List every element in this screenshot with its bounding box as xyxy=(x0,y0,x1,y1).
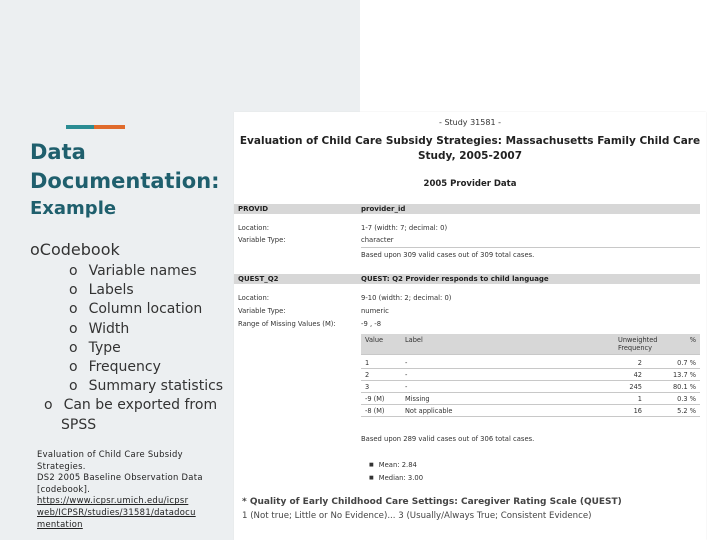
title-line-2: Documentation: xyxy=(30,169,220,193)
cell-frequency: 42 xyxy=(633,371,642,379)
sub-bullet-item xyxy=(69,262,197,281)
cell-value: -8 (M) xyxy=(365,407,385,415)
bullet-marker: o xyxy=(69,301,78,317)
divider xyxy=(361,247,700,248)
bullet-marker: o xyxy=(44,397,53,413)
codebook-title xyxy=(234,134,706,164)
cell-label: - xyxy=(405,359,408,367)
header-percent: % xyxy=(689,336,696,344)
location-label: Location: xyxy=(238,294,270,302)
cell-label: - xyxy=(405,383,408,391)
sub-bullet-item xyxy=(69,320,129,339)
header-value: Value xyxy=(365,336,384,344)
variable-header-provid xyxy=(234,204,700,214)
cell-value: 3 xyxy=(365,383,370,391)
bullet-text: Column location xyxy=(88,301,203,317)
variable-label: QUEST: Q2 Provider responds to child language xyxy=(361,275,549,283)
bullet-codebook-text: Codebook xyxy=(39,240,120,259)
bullet-marker: o xyxy=(69,321,78,337)
sub-bullet-item xyxy=(69,281,134,300)
cell-percent: 0.3 % xyxy=(677,395,696,403)
bullet-marker: o xyxy=(69,359,78,375)
header-frequency: Unweighted xyxy=(618,336,658,344)
accent-bar-orange xyxy=(94,125,125,129)
sub-bullet-item xyxy=(69,300,202,319)
citation-line: DS2 2005 Baseline Observation Data xyxy=(37,472,203,483)
cell-value: 2 xyxy=(365,371,370,379)
codebook-subtitle: 2005 Provider Data xyxy=(423,179,517,189)
variable-label: provider_id xyxy=(361,205,406,213)
citation-line: Evaluation of Child Care Subsidy xyxy=(37,449,183,459)
type-label: Variable Type: xyxy=(238,236,286,244)
cell-value: -9 (M) xyxy=(365,395,385,403)
cell-value: 1 xyxy=(365,359,370,367)
codebook-title-line: Study, 2005-2007 xyxy=(417,150,523,162)
codebook-image xyxy=(234,112,706,540)
missing-label: Range of Missing Values (M): xyxy=(238,320,336,328)
table-header xyxy=(361,334,700,355)
slide-title xyxy=(30,138,220,196)
cell-percent: 0.7 % xyxy=(677,359,696,367)
bullet-codebook xyxy=(30,240,120,259)
header-frequency-line2: Frequency xyxy=(618,344,653,352)
cell-frequency: 16 xyxy=(633,407,642,415)
bullet-text: Summary statistics xyxy=(88,378,224,394)
variable-header-quest-q2 xyxy=(234,274,700,284)
stat-mean: ■ Mean: 2.84 xyxy=(369,461,417,469)
codebook-title-line: Evaluation of Child Care Subsidy Strategies: Massachusetts Family Child Care xyxy=(239,135,701,147)
table-row xyxy=(361,357,700,369)
cell-percent: 80.1 % xyxy=(672,383,696,391)
bullet-text: Frequency xyxy=(88,359,161,375)
table-row xyxy=(361,369,700,381)
bullet-marker: o xyxy=(69,378,78,394)
bullet-marker: o xyxy=(69,282,78,298)
cell-frequency: 1 xyxy=(637,395,642,403)
sub-bullet-item xyxy=(69,377,223,396)
cell-percent: 13.7 % xyxy=(672,371,696,379)
cell-label: Missing xyxy=(405,395,430,403)
footnote-scale-title: * Quality of Early Childhood Care Settings: Caregiver Rating Scale (QUEST) xyxy=(242,497,622,507)
location-value: 9-10 (width: 2; decimal: 0) xyxy=(361,294,452,302)
cell-frequency: 245 xyxy=(629,383,642,391)
missing-value: -9 , -8 xyxy=(361,320,382,328)
footnote-scale-range: 1 (Not true; Little or No Evidence)... 3 (Usually/Always True; Consistent Evidence) xyxy=(242,511,592,521)
bullet-text: Can be exported from xyxy=(63,397,218,413)
cell-label: Not applicable xyxy=(405,407,453,415)
bullet-export-line2: SPSS xyxy=(61,417,97,433)
stat-median: ■ Median: 3.00 xyxy=(369,474,423,482)
table-row xyxy=(361,381,700,393)
table-row xyxy=(361,393,700,405)
citation xyxy=(37,449,212,530)
location-value: 1-7 (width: 7; decimal: 0) xyxy=(361,224,448,232)
title-line-3: Example xyxy=(30,198,117,219)
location-label: Location: xyxy=(238,224,270,232)
citation-line: Strategies. xyxy=(37,460,86,471)
citation-line: [codebook]. xyxy=(37,483,91,494)
accent-bar-teal xyxy=(66,125,94,129)
valid-cases: Based upon 289 valid cases out of 306 total cases. xyxy=(361,435,535,443)
bullet-text: Variable names xyxy=(88,263,197,279)
cell-frequency: 2 xyxy=(637,359,642,367)
variable-name: QUEST_Q2 xyxy=(238,275,279,283)
citation-link[interactable]: https://www.icpsr.umich.edu/icpsr web/ICPSR/studies/31581/datadocu mentation xyxy=(37,495,196,529)
bullet-text: Width xyxy=(88,321,130,337)
valid-cases: Based upon 309 valid cases out of 309 total cases. xyxy=(361,251,535,259)
type-label: Variable Type: xyxy=(238,307,286,315)
sub-bullet-item xyxy=(69,358,161,377)
variable-name: PROVID xyxy=(238,205,269,213)
bullet-marker: o xyxy=(30,240,40,259)
bullet-marker: o xyxy=(69,340,78,356)
title-line-1: Data xyxy=(30,140,86,164)
cell-label: - xyxy=(405,371,408,379)
codebook-study-id: - Study 31581 - xyxy=(439,118,501,127)
cell-percent: 5.2 % xyxy=(677,407,696,415)
bullet-export xyxy=(44,396,217,415)
type-value: character xyxy=(361,236,394,244)
type-value: numeric xyxy=(361,307,389,315)
bullet-text: Labels xyxy=(88,282,134,298)
bullet-text: Type xyxy=(88,340,121,356)
sub-bullet-item xyxy=(69,339,121,358)
header-label: Label xyxy=(405,336,423,344)
table-row xyxy=(361,405,700,417)
bullet-marker: o xyxy=(69,263,78,279)
